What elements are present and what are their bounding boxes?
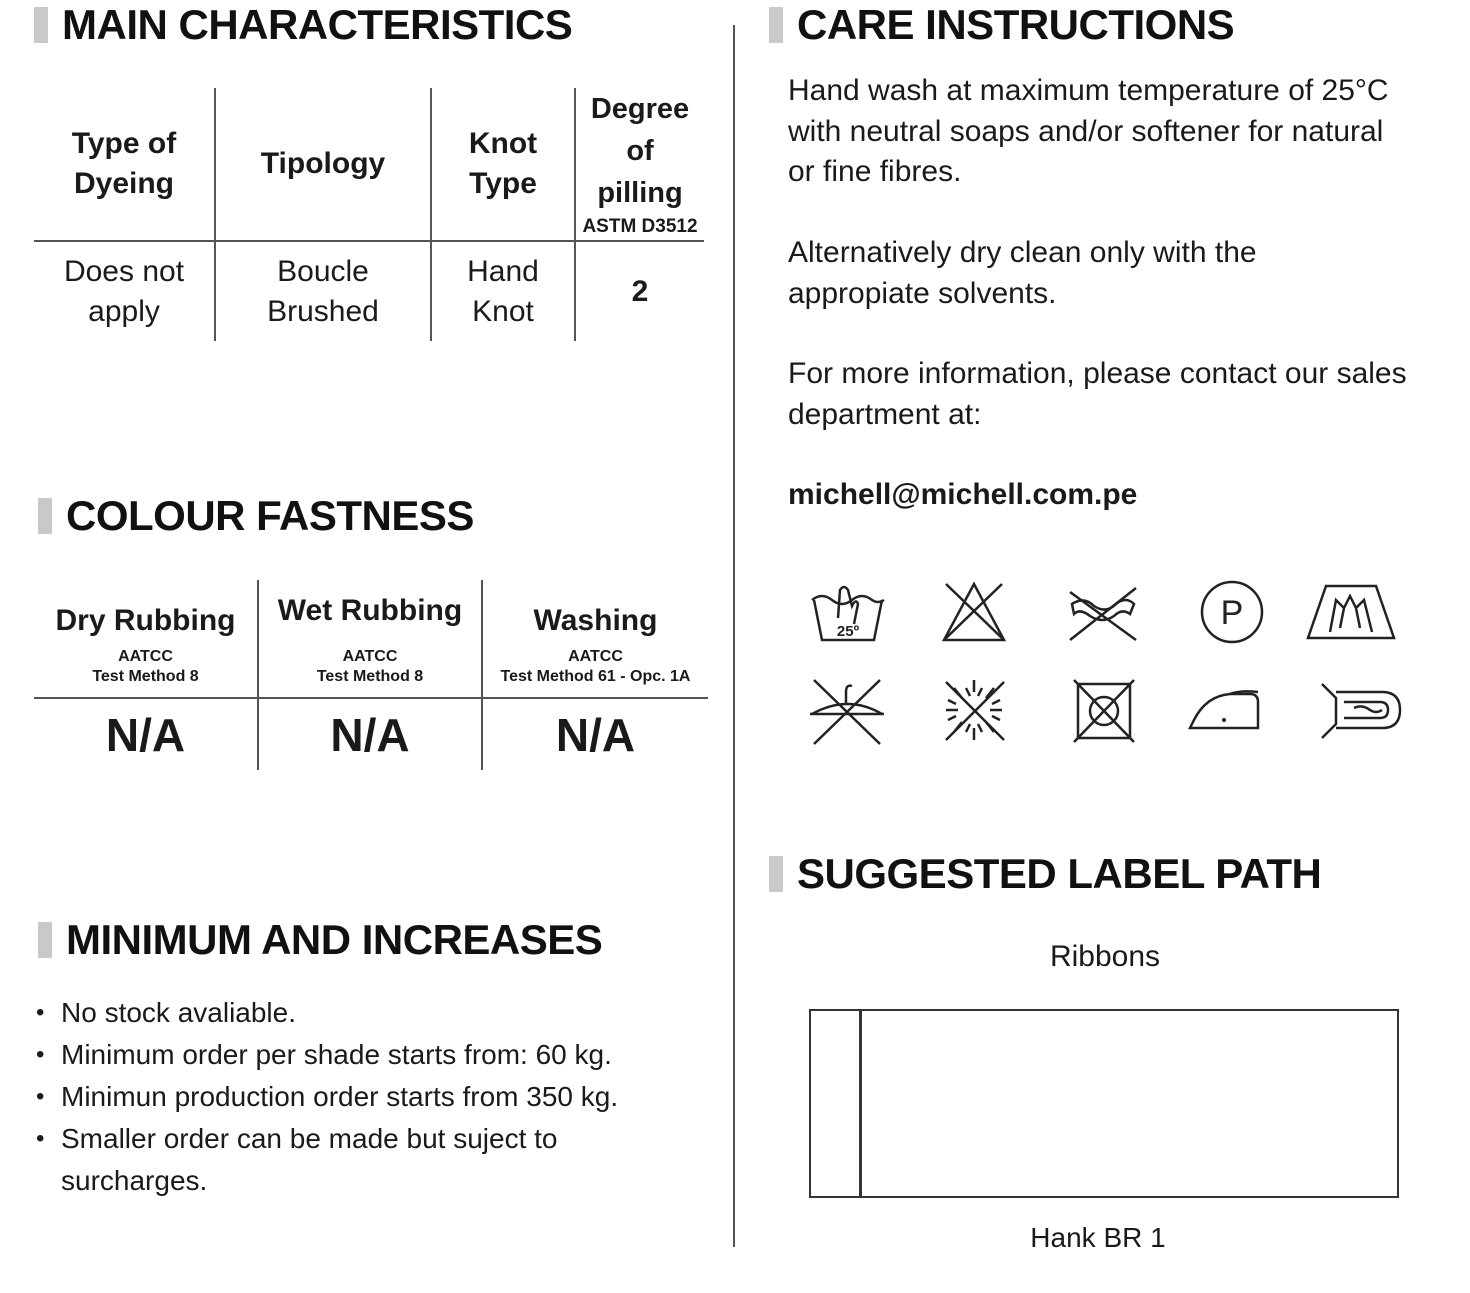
list-item: • Minimum order per shade starts from: 60 kg. xyxy=(34,1034,714,1076)
header-dry-rubbing: Dry Rubbing AATCC Test Method 8 xyxy=(34,580,258,698)
minimum-heading xyxy=(38,918,602,962)
value-washing: N/A xyxy=(482,698,708,770)
care-instructions-heading xyxy=(769,3,1234,47)
table-header-row xyxy=(34,580,708,698)
table-header-row xyxy=(34,88,704,241)
section-title: CARE INSTRUCTIONS xyxy=(797,1,1235,48)
do-not-hang-dry-icon xyxy=(800,674,896,746)
svg-text:P: P xyxy=(1220,594,1244,632)
label-caption-ribbons: Ribbons xyxy=(1049,940,1161,973)
value-tipology: Boucle Brushed xyxy=(215,241,431,341)
heading-marker xyxy=(769,856,783,892)
contact-email[interactable]: michell@michell.com.pe xyxy=(788,478,1138,511)
header-type-of-dyeing: Type of Dyeing xyxy=(34,88,215,241)
do-not-tumble-dry-icon xyxy=(1054,674,1150,746)
label-diagram xyxy=(809,1009,1399,1198)
dry-clean-p-icon xyxy=(1184,578,1280,650)
value-type-of-dyeing: Does not apply xyxy=(63,254,185,328)
table-row xyxy=(34,241,704,341)
do-not-wring-icon xyxy=(1054,578,1150,650)
list-item: • Smaller order can be made but suject to surcharges. xyxy=(34,1118,634,1202)
do-not-sun-dry-icon xyxy=(926,674,1022,746)
heading-marker xyxy=(769,7,783,43)
gentle-wash-icon xyxy=(1304,578,1400,650)
list-item: • No stock avaliable. xyxy=(34,992,714,1034)
value-degree-of-pilling: 2 xyxy=(575,241,704,341)
do-not-bleach-icon xyxy=(926,578,1022,650)
list-item: • Minimun production order starts from 350 kg. xyxy=(34,1076,714,1118)
section-title: MINIMUM AND INCREASES xyxy=(66,916,603,963)
label-caption-hank: Hank BR 1 xyxy=(1030,1222,1166,1253)
main-characteristics-table xyxy=(34,88,704,341)
colour-fastness-heading xyxy=(38,494,474,538)
pilling-standard: ASTM D3512 xyxy=(582,216,698,237)
colour-fastness-table xyxy=(34,580,708,770)
heading-marker xyxy=(38,498,52,534)
iron-low-icon xyxy=(1184,674,1280,746)
heading-marker xyxy=(34,7,48,43)
suggested-label-heading xyxy=(769,852,1321,896)
care-paragraph-wash: Hand wash at maximum temperature of 25°C with neutral soaps and/or softener for natural or fine fibres. xyxy=(788,74,1389,188)
section-title: COLOUR FASTNESS xyxy=(66,492,474,539)
label-hank-icon xyxy=(1314,674,1410,746)
section-title: MAIN CHARACTERISTICS xyxy=(62,1,573,48)
main-characteristics-heading xyxy=(34,3,572,47)
svg-text:25º: 25º xyxy=(836,623,860,640)
hand-wash-25-icon xyxy=(800,578,896,650)
table-row xyxy=(34,698,708,770)
header-washing: Washing AATCC Test Method 61 - Opc. 1A xyxy=(482,580,708,698)
value-knot-type: Hand Knot xyxy=(431,241,575,341)
care-paragraph-dry-clean: Alternatively dry clean only with the appropiate solvents. xyxy=(788,236,1257,310)
heading-marker xyxy=(38,922,52,958)
header-tipology: Tipology xyxy=(215,88,431,241)
minimum-list xyxy=(34,992,714,1202)
value-wet-rubbing: N/A xyxy=(258,698,482,770)
section-title: SUGGESTED LABEL PATH xyxy=(797,850,1322,897)
header-knot-type: Knot Type xyxy=(431,88,575,241)
value-dry-rubbing: N/A xyxy=(105,708,186,761)
label-divider xyxy=(859,1011,862,1196)
header-wet-rubbing: Wet Rubbing AATCC Test Method 8 xyxy=(258,580,482,698)
column-divider xyxy=(733,25,735,1247)
header-degree-of-pilling: Degree of pilling ASTM D3512 xyxy=(575,88,704,241)
care-paragraph-contact: For more information, please contact our sales department at: xyxy=(788,357,1407,431)
